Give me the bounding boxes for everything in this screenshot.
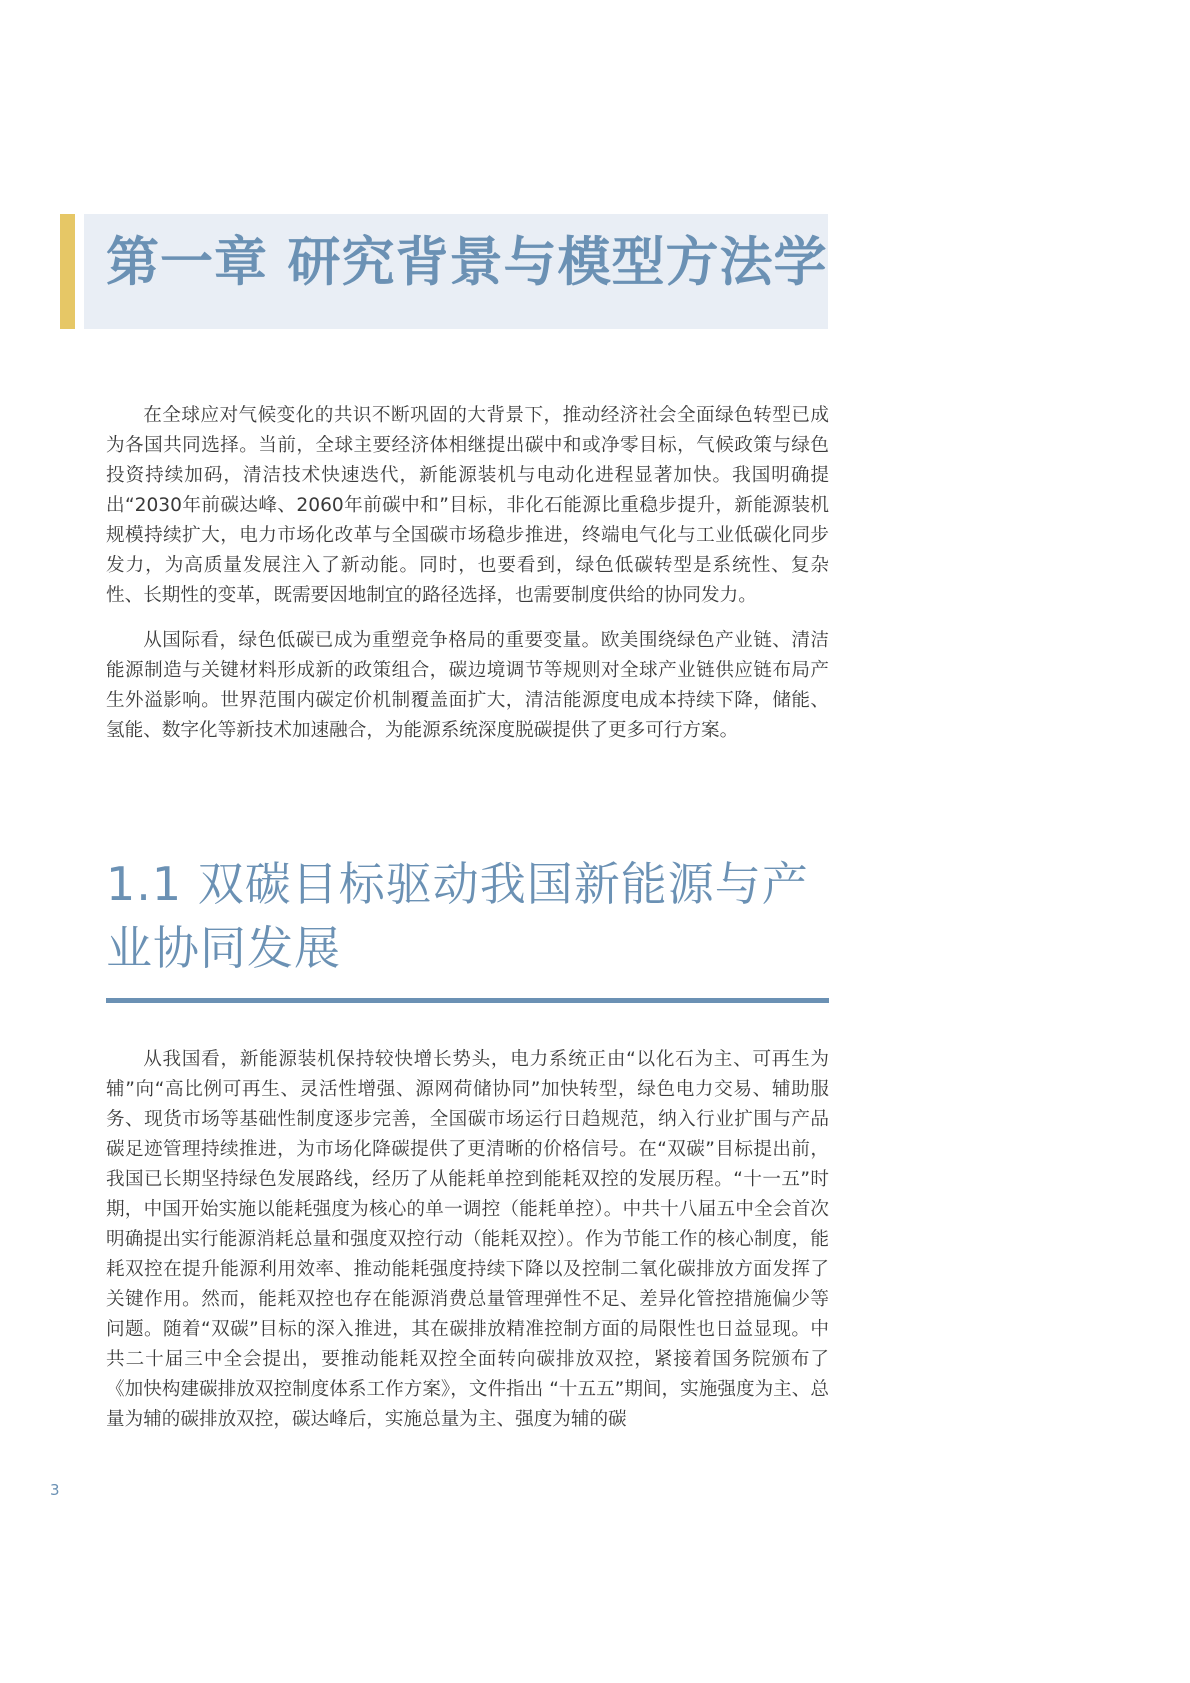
- chapter-accent-bar: [60, 214, 75, 329]
- page-number: 3: [50, 1481, 60, 1499]
- section-title: 1.1 双碳目标驱动我国新能源与产业协同发展: [106, 857, 809, 975]
- intro-paragraph-1: 在全球应对气候变化的共识不断巩固的大背景下，推动经济社会全面绿色转型已成为各国共同选择。当前，全球主要经济体相继提出碳中和或净零目标，气候政策与绿色投资持续加码，清洁技术快速迭代，新能源装机与电动化进程显著加快。我国明确提出“2030年前碳达峰、2060年前碳中和”目标，非化石能源比重稳步提升，新能源装机规模持续扩大，电力市场化改革与全国碳市场稳步推进，终端电气化与工业低碳化同步发力，为高质量发展注入了新动能。同时，也要看到，绿色低碳转型是系统性、复杂性、长期性的变革，既需要因地制宜的路径选择，也需要制度供给的协同发力。: [106, 405, 829, 606]
- section-paragraph: 从我国看，新能源装机保持较快增长势头，电力系统正由“以化石为主、可再生为辅”向“高比例可再生、灵活性增强、源网荷储协同”加快转型，绿色电力交易、辅助服务、现货市场等基础性制度逐步完善，全国碳市场运行日趋规范，纳入行业扩围与产品碳足迹管理持续推进，为市场化降碳提供了更清晰的价格信号。在“双碳”目标提出前，我国已长期坚持绿色发展路线，经历了从能耗单控到能耗双控的发展历程。“十一五”时期，中国开始实施以能耗强度为核心的单一调控（能耗单控）。中共十八届五中全会首次明确提出实行能源消耗总量和强度双控行动（能耗双控）。作为节能工作的核心制度，能耗双控在提升能源利用效率、推动能耗强度持续下降以及控制二氧化碳排放方面发挥了关键作用。然而，能耗双控也存在能源消费总量管理弹性不足、差异化管控措施偏少等问题。随着“双碳”目标的深入推进，其在碳排放精准控制方面的局限性也日益显现。中共二十届三中全会提出，要推动能耗双控全面转向碳排放双控，紧接着国务院颁布了《加快构建碳排放双控制度体系工作方案》，文件指出 “十五五”期间，实施强度为主、总量为辅的碳排放双控，碳达峰后，实施总量为主、强度为辅的碳: [106, 1049, 829, 1430]
- intro-paragraph-2: 从国际看，绿色低碳已成为重塑竞争格局的重要变量。欧美围绕绿色产业链、清洁能源制造与关键材料形成新的政策组合，碳边境调节等规则对全球产业链供应链布局产生外溢影响。世界范围内碳定价机制覆盖面扩大，清洁能源度电成本持续下降，储能、氢能、数字化等新技术加速融合，为能源系统深度脱碳提供了更多可行方案。: [106, 630, 829, 741]
- chapter-title: 第一章 研究背景与模型方法学: [106, 232, 828, 293]
- section-divider: [106, 998, 829, 1003]
